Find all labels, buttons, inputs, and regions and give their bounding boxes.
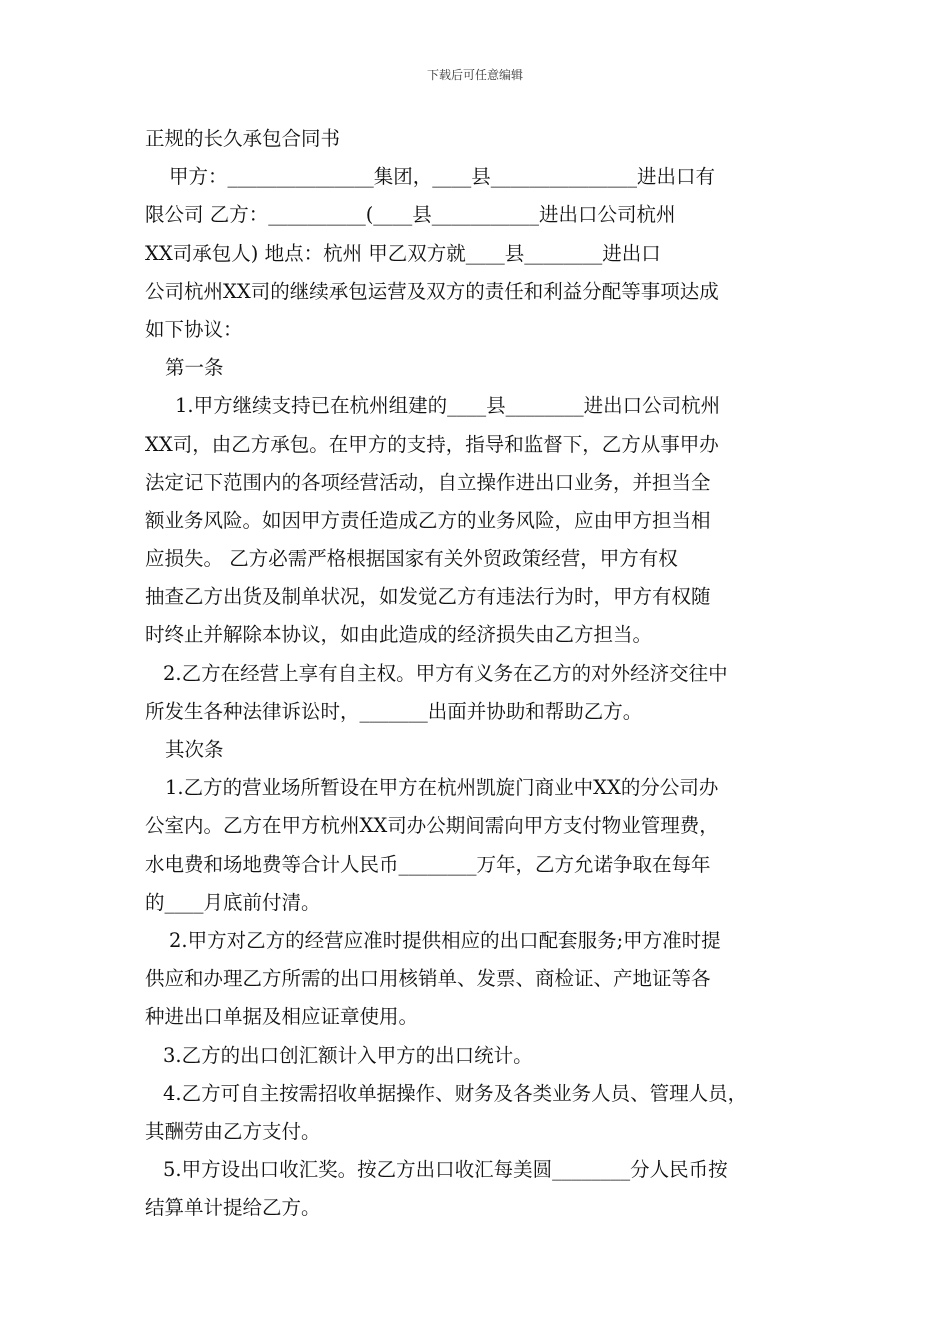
clause-1-1-line: 额业务风险。如因甲方责任造成乙方的业务风险，应由甲方担当相 <box>145 508 711 532</box>
clause-2-1-line: 公室内。乙方在甲方杭州XX司办公期间需向甲方支付物业管理费， <box>145 814 719 838</box>
clause-2-2-line: 2.甲方对乙方的经营应准时提供相应的出口配套服务;甲方准时提 <box>169 928 721 952</box>
clause-2-4-line: 4.乙方可自主按需招收单据操作、财务及各类业务人员、管理人员， <box>163 1081 748 1105</box>
clause-2-2-line: 种进出口单据及相应证章使用。 <box>145 1005 419 1029</box>
page-header-note: 下载后可任意编辑 <box>426 68 523 82</box>
clause-1-1-line: 应损失。 乙方必需严格根据国家有关外贸政策经营，甲方有权 <box>145 547 678 571</box>
clause-1-1-line: XX司，由乙方承包。在甲方的支持，指导和监督下，乙方从事甲办 <box>145 432 719 456</box>
clause-1-2-line: 2.乙方在经营上享有自主权。甲方有义务在乙方的对外经济交往中 <box>163 661 728 685</box>
party-b-line: 限公司 乙方：__________(____县___________进出口公司杭州 <box>145 203 676 227</box>
clause-1-1-line: 法定记下范围内的各项经营活动，自立操作进出口业务，并担当全 <box>145 470 711 494</box>
preamble-end-line: 如下协议： <box>145 317 243 341</box>
preamble-line: 公司杭州XX司的继续承包运营及双方的责任和利益分配等事项达成 <box>145 279 719 303</box>
clause-1-2-line: 所发生各种法律诉讼时，_______出面并协助和帮助乙方。 <box>145 699 643 723</box>
clause-1-1-line: 抽查乙方出货及制单状况，如发觉乙方有违法行为时，甲方有权随 <box>145 585 711 609</box>
clause-1-1-line: 时终止并解除本协议，如由此造成的经济损失由乙方担当。 <box>145 623 653 647</box>
clause-1-1-line: 1.甲方继续支持已在杭州组建的____县________进出口公司杭州 <box>175 394 721 418</box>
clause-2-2-line: 供应和办理乙方所需的出口用核销单、发票、商检证、产地证等各 <box>145 967 711 991</box>
clause-2-1-line: 1.乙方的营业场所暂设在甲方在杭州凯旋门商业中XX的分公司办 <box>165 776 719 800</box>
clause-2-1-line: 的____月底前付清。 <box>145 890 321 914</box>
clause-2-5-line: 结算单计提给乙方。 <box>145 1196 321 1220</box>
clause-2-5-line: 5.甲方设出口收汇奖。按乙方出口收汇每美圆________分人民币按 <box>163 1158 728 1182</box>
contract-body <box>145 120 813 1227</box>
clause-2-3-line: 3.乙方的出口创汇额计入甲方的出口统计。 <box>163 1043 533 1067</box>
article-1-heading: 第一条 <box>165 356 224 380</box>
article-2-heading: 其次条 <box>165 738 224 761</box>
location-line: XX司承包人) 地点：杭州 甲乙双方就____县________进出口 <box>145 241 661 265</box>
party-a-line: 甲方：_______________集团，____县_______________进出口有 <box>169 165 716 189</box>
clause-2-4-line: 其酬劳由乙方支付。 <box>145 1119 321 1143</box>
document-title: 正规的长久承包合同书 <box>145 127 341 150</box>
clause-2-1-line: 水电费和场地费等合计人民币________万年，乙方允诺争取在每年 <box>145 852 711 876</box>
